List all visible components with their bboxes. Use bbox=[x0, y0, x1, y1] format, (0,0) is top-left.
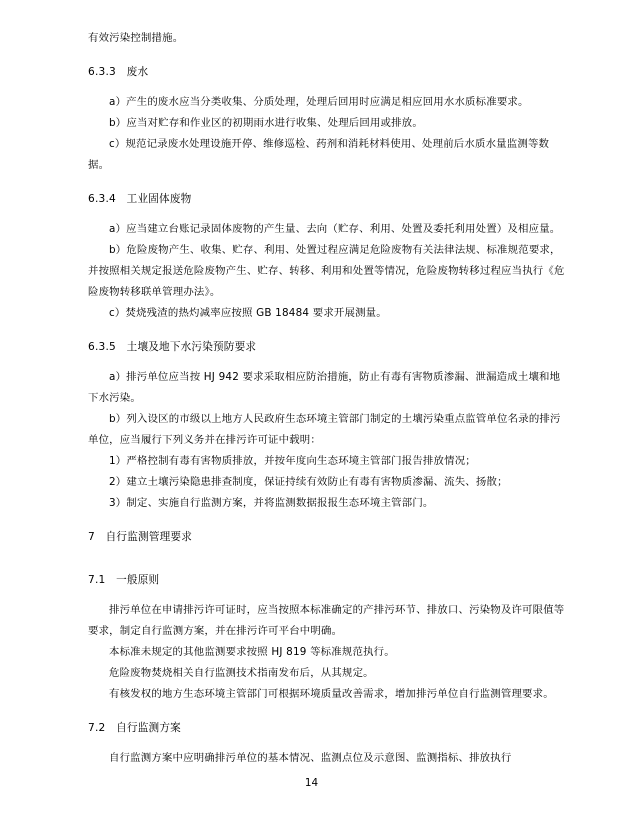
paragraph: c）规范记录废水处理设施开停、维修巡检、药剂和消耗材料使用、处理前后水质水量监测等数据。 bbox=[88, 138, 550, 171]
paragraph: 有核发权的地方生态环境主管部门可根据环境质量改善需求，增加排污单位自行监测管理要求。 bbox=[109, 688, 554, 700]
paragraph: a）排污单位应当按 HJ 942 要求采取相应防治措施，防止有毒有害物质渗漏、泄漏造成土壤和地下水污染。 bbox=[88, 371, 561, 404]
section-heading: 6.3.5 土壤及地下水污染预防要求 bbox=[88, 341, 257, 353]
section-heading: 7.2 自行监测方案 bbox=[88, 722, 181, 734]
section-heading: 7 自行监测管理要求 bbox=[88, 531, 192, 543]
spacer bbox=[88, 514, 565, 527]
paragraph: 排污单位在申请排污许可证时，应当按照本标准确定的产排污环节、排放口、污染物及许可限值等要求，制定自行监测方案，并在排污许可平台中明确。 bbox=[88, 604, 565, 637]
spacer bbox=[88, 324, 565, 337]
spacer bbox=[88, 83, 565, 92]
spacer bbox=[88, 210, 565, 219]
spacer bbox=[88, 739, 565, 748]
document-body bbox=[88, 28, 565, 769]
section-heading: 7.1 一般原则 bbox=[88, 574, 160, 586]
paragraph: 有效污染控制措施。 bbox=[88, 32, 184, 44]
paragraph: a）产生的废水应当分类收集、分质处理，处理后回用时应满足相应回用水水质标准要求。 bbox=[109, 96, 529, 108]
spacer bbox=[88, 557, 565, 570]
paragraph: a）应当建立台账记录固体废物的产生量、去向（贮存、利用、处置及委托利用处置）及相应量。 bbox=[109, 223, 561, 235]
spacer bbox=[88, 705, 565, 718]
spacer bbox=[88, 176, 565, 189]
spacer bbox=[88, 358, 565, 367]
paragraph: b）危险废物产生、收集、贮存、利用、处置过程应满足危险废物有关法律法规、标准规范要求，并按照相关规定报送危险废物产生、贮存、转移、利用和处置等情况，危险废物转移过程应当执行《危险废物转移联单管理办法》。 bbox=[88, 244, 565, 298]
paragraph: b）列入设区的市级以上地方人民政府生态环境主管部门制定的土壤污染重点监管单位名录的排污单位，应当履行下列义务并在排污许可证中载明： bbox=[88, 413, 561, 446]
paragraph: 本标准未规定的其他监测要求按照 HJ 819 等标准规范执行。 bbox=[109, 646, 395, 658]
section-heading: 6.3.3 废水 bbox=[88, 66, 149, 78]
paragraph: c）焚烧残渣的热灼减率应按照 GB 18484 要求开展测量。 bbox=[109, 307, 387, 319]
paragraph: 2）建立土壤污染隐患排查制度，保证持续有效防止有毒有害物质渗漏、流失、扬散； bbox=[109, 476, 508, 488]
spacer bbox=[88, 49, 565, 62]
page-number: 14 bbox=[304, 777, 319, 789]
paragraph: 自行监测方案中应明确排污单位的基本情况、监测点位及示意图、监测指标、排放执行 bbox=[109, 752, 512, 764]
paragraph: 危险废物焚烧相关自行监测技术指南发布后，从其规定。 bbox=[109, 667, 374, 679]
section-heading: 6.3.4 工业固体废物 bbox=[88, 193, 192, 205]
spacer bbox=[88, 548, 565, 557]
spacer bbox=[88, 591, 565, 600]
paragraph: 3）制定、实施自行监测方案，并将监测数据报报生态环境主管部门。 bbox=[109, 497, 434, 509]
paragraph: 1）严格控制有毒有害物质排放，并按年度向生态环境主管部门报告排放情况； bbox=[109, 455, 476, 467]
paragraph: b）应当对贮存和作业区的初期雨水进行收集、处理后回用或排放。 bbox=[109, 117, 423, 129]
